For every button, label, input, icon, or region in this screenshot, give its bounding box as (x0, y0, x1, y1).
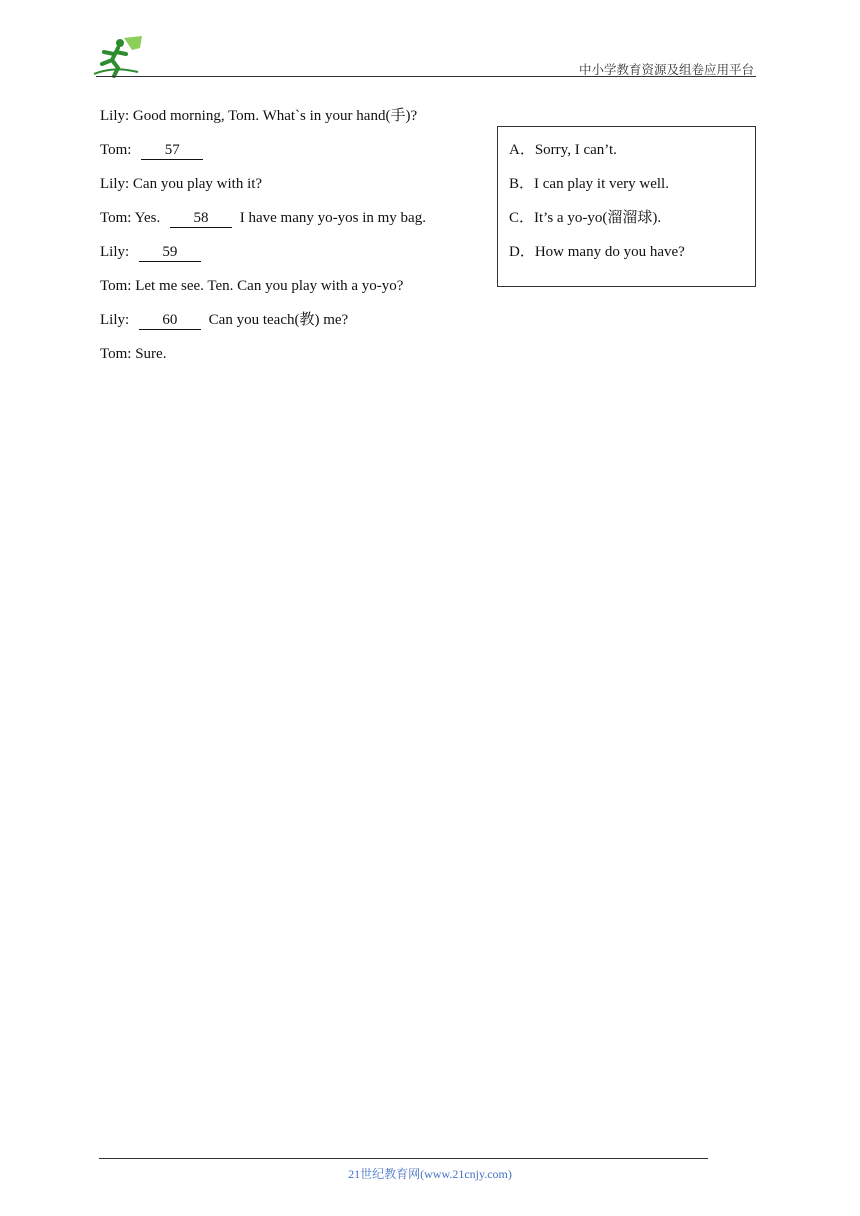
option-letter: C． (509, 210, 535, 226)
speaker: Tom: (100, 210, 132, 226)
answer-blank[interactable]: 57 (141, 142, 203, 160)
dialogue-line (100, 106, 480, 140)
option-text: How many do you have? (534, 244, 685, 260)
option-text: Sorry, I can’t. (534, 142, 617, 158)
speaker: Tom: (100, 142, 132, 158)
speaker: Tom: (100, 278, 132, 294)
option-d[interactable] (509, 241, 755, 275)
line-text: Sure. (135, 346, 167, 362)
line-text: Yes. (134, 210, 161, 226)
dialogue-line (100, 140, 480, 174)
dialogue-line (100, 310, 480, 344)
speaker: Lily: (100, 176, 130, 192)
dialogue (100, 106, 480, 378)
speaker: Lily: (100, 108, 130, 124)
dialogue-line (100, 276, 480, 310)
runner-logo-icon (94, 34, 264, 80)
dialogue-line (100, 174, 480, 208)
line-text: Good morning, Tom. What`s in your hand(手)? (132, 108, 418, 124)
option-b[interactable] (509, 173, 755, 207)
option-a[interactable] (509, 139, 755, 173)
line-text: Can you play with it? (132, 176, 263, 192)
header-divider (96, 76, 756, 77)
line-text: Let me see. Ten. Can you play with a yo-yo? (135, 278, 404, 294)
speaker: Lily: (100, 312, 130, 328)
dialogue-line (100, 208, 480, 242)
option-letter: B． (509, 176, 535, 192)
answer-blank[interactable]: 60 (139, 312, 201, 330)
speaker: Tom: (100, 346, 132, 362)
options-box (497, 126, 756, 287)
option-c[interactable] (509, 207, 755, 241)
header-tagline: 中小学教育资源及组卷应用平台 (578, 63, 754, 77)
answer-blank[interactable]: 59 (139, 244, 201, 262)
option-letter: D． (509, 244, 535, 260)
line-text: I have many yo-yos in my bag. (239, 210, 426, 226)
dialogue-line (100, 242, 480, 276)
speaker: Lily: (100, 244, 130, 260)
logo (94, 34, 264, 80)
option-text: I can play it very well. (534, 176, 669, 192)
line-text: Can you teach(教) me? (208, 312, 349, 328)
footer-divider (99, 1158, 708, 1159)
dialogue-line (100, 344, 480, 378)
option-text: It’s a yo-yo(溜溜球). (534, 210, 662, 226)
answer-blank[interactable]: 58 (170, 210, 232, 228)
footer-text[interactable]: 21世纪教育网(www.21cnjy.com) (348, 1167, 512, 1181)
option-letter: A． (509, 142, 535, 158)
